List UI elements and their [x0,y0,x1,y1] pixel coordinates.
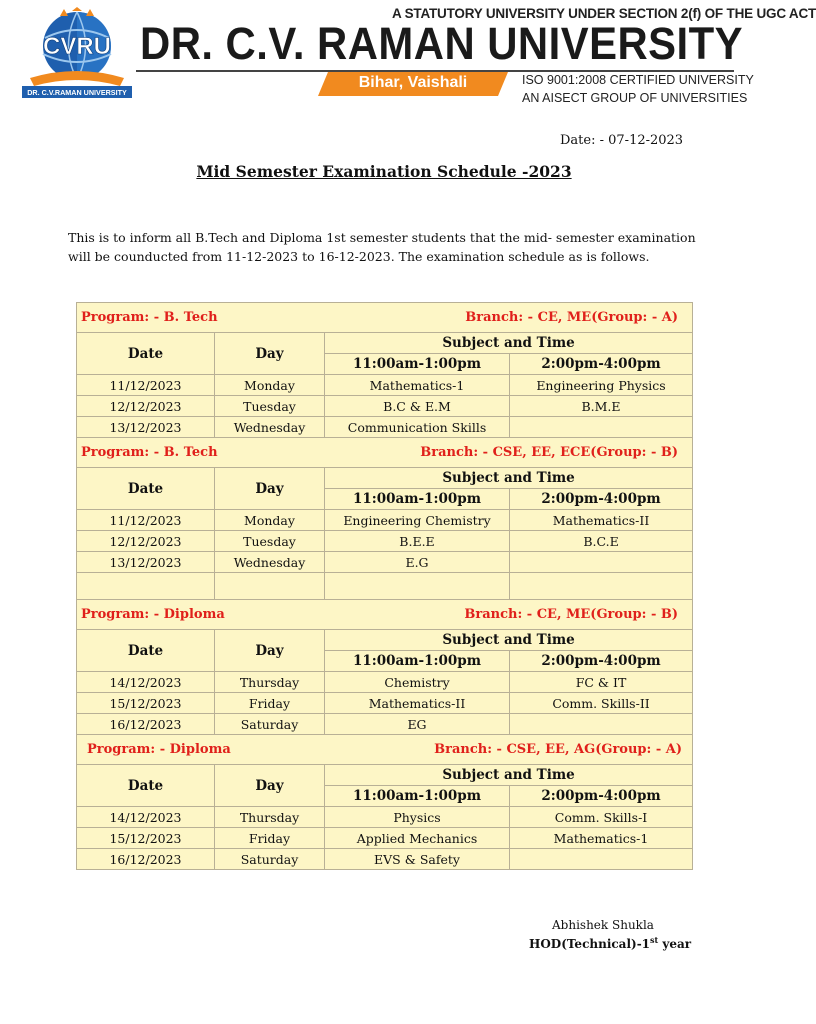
university-logo [20,8,134,100]
slot1-cell: Engineering Chemistry [325,510,510,531]
table-row [77,531,693,552]
day-cell: Tuesday [215,531,325,552]
table-row [77,672,693,693]
table-row [77,828,693,849]
slot1-cell: Physics [325,807,510,828]
signatory-name: Abhishek Shukla [552,918,654,932]
slot2-cell [510,714,693,735]
column-header-row [77,333,693,354]
notice-intro: This is to inform all B.Tech and Diploma 1st semester students that the mid- semester examination will be counducted from 11-12-2023 to 16-12-2023. The examination schedule as is follows. [68,230,696,264]
table-row [77,807,693,828]
day-header: Day [215,468,325,510]
table-row [77,552,693,573]
day-header: Day [215,765,325,807]
statutory-text: A STATUTORY UNIVERSITY UNDER SECTION 2(f) OF THE UGC ACT [392,6,816,21]
subject-header: Subject and Time [325,468,693,489]
slot1-cell: Mathematics-1 [325,375,510,396]
date-cell: 11/12/2023 [77,375,215,396]
day-cell: Wednesday [215,417,325,438]
date-cell: 15/12/2023 [77,828,215,849]
slot2-cell: Mathematics-II [510,510,693,531]
day-cell: Monday [215,375,325,396]
day-cell: Friday [215,828,325,849]
slot2-cell [510,417,693,438]
subject-header: Subject and Time [325,630,693,651]
program-label: Program: - Diploma [87,742,231,757]
slot2-cell [510,552,693,573]
table-row [77,396,693,417]
column-header-row [77,765,693,786]
column-header-row [77,468,693,489]
date-header: Date [77,333,215,375]
notice-title: Mid Semester Examination Schedule -2023 [196,162,572,181]
date-cell: 12/12/2023 [77,396,215,417]
date-cell: 12/12/2023 [77,531,215,552]
slot2-cell: Engineering Physics [510,375,693,396]
branch-label: Branch: - CE, ME(Group: - B) [464,607,679,622]
date-cell: 15/12/2023 [77,693,215,714]
spacer-row [77,573,693,600]
slot1-header: 11:00am-1:00pm [325,354,510,375]
section-header [77,303,693,333]
program-label: Program: - B. Tech [81,310,218,325]
day-cell: Saturday [215,714,325,735]
subject-header: Subject and Time [325,765,693,786]
subject-header: Subject and Time [325,333,693,354]
date-cell: 14/12/2023 [77,807,215,828]
column-header-row [77,630,693,651]
header-divider [136,70,734,72]
slot1-cell: B.E.E [325,531,510,552]
branch-label: Branch: - CE, ME(Group: - A) [465,310,679,325]
table-row [77,510,693,531]
slot2-cell: B.M.E [510,396,693,417]
slot1-cell: EVS & Safety [325,849,510,870]
date-header: Date [77,630,215,672]
slot1-cell: Mathematics-II [325,693,510,714]
table-row [77,417,693,438]
slot1-cell: E.G [325,552,510,573]
slot1-cell: Chemistry [325,672,510,693]
date-cell: 13/12/2023 [77,417,215,438]
slot1-cell: B.C & E.M [325,396,510,417]
slot2-header: 2:00pm-4:00pm [510,489,693,510]
university-name: DR. C.V. RAMAN UNIVERSITY [140,18,744,69]
slot1-cell: Communication Skills [325,417,510,438]
day-cell: Thursday [215,807,325,828]
slot2-header: 2:00pm-4:00pm [510,786,693,807]
place-label: Bihar, Vaishali [358,74,468,91]
slot2-cell: Comm. Skills-I [510,807,693,828]
slot2-cell: Mathematics-1 [510,828,693,849]
group-affiliation: AN AISECT GROUP OF UNIVERSITIES [522,91,748,105]
branch-label: Branch: - CSE, EE, ECE(Group: - B) [420,445,679,460]
day-cell: Thursday [215,672,325,693]
table-row [77,714,693,735]
program-label: Program: - B. Tech [81,445,218,460]
date-cell: 11/12/2023 [77,510,215,531]
iso-certification: ISO 9001:2008 CERTIFIED UNIVERSITY [522,73,754,87]
slot2-cell: FC & IT [510,672,693,693]
day-cell: Monday [215,510,325,531]
day-header: Day [215,630,325,672]
slot2-header: 2:00pm-4:00pm [510,651,693,672]
date-header: Date [77,468,215,510]
slot2-cell: B.C.E [510,531,693,552]
date-cell: 16/12/2023 [77,849,215,870]
slot2-cell [510,849,693,870]
day-cell: Saturday [215,849,325,870]
table-row [77,375,693,396]
slot2-header: 2:00pm-4:00pm [510,354,693,375]
slot1-header: 11:00am-1:00pm [325,651,510,672]
table-row [77,693,693,714]
branch-label: Branch: - CSE, EE, AG(Group: - A) [434,742,683,757]
table-row [77,849,693,870]
slot1-header: 11:00am-1:00pm [325,489,510,510]
date-cell: 14/12/2023 [77,672,215,693]
date-cell: 13/12/2023 [77,552,215,573]
notice-date: Date: - 07-12-2023 [560,133,684,148]
date-cell: 16/12/2023 [77,714,215,735]
signatory-title: HOD(Technical)-1st year [529,935,692,951]
day-header: Day [215,333,325,375]
slot1-cell: Applied Mechanics [325,828,510,849]
slot1-cell: EG [325,714,510,735]
day-cell: Friday [215,693,325,714]
svg-text:DR. C.V.RAMAN UNIVERSITY: DR. C.V.RAMAN UNIVERSITY [27,88,127,97]
date-header: Date [77,765,215,807]
exam-schedule-table [76,302,693,870]
section-header [77,735,693,765]
section-header [77,600,693,630]
program-label: Program: - Diploma [81,607,225,622]
day-cell: Tuesday [215,396,325,417]
section-header [77,438,693,468]
day-cell: Wednesday [215,552,325,573]
slot1-header: 11:00am-1:00pm [325,786,510,807]
svg-text:CVRU: CVRU [42,33,112,60]
slot2-cell: Comm. Skills-II [510,693,693,714]
